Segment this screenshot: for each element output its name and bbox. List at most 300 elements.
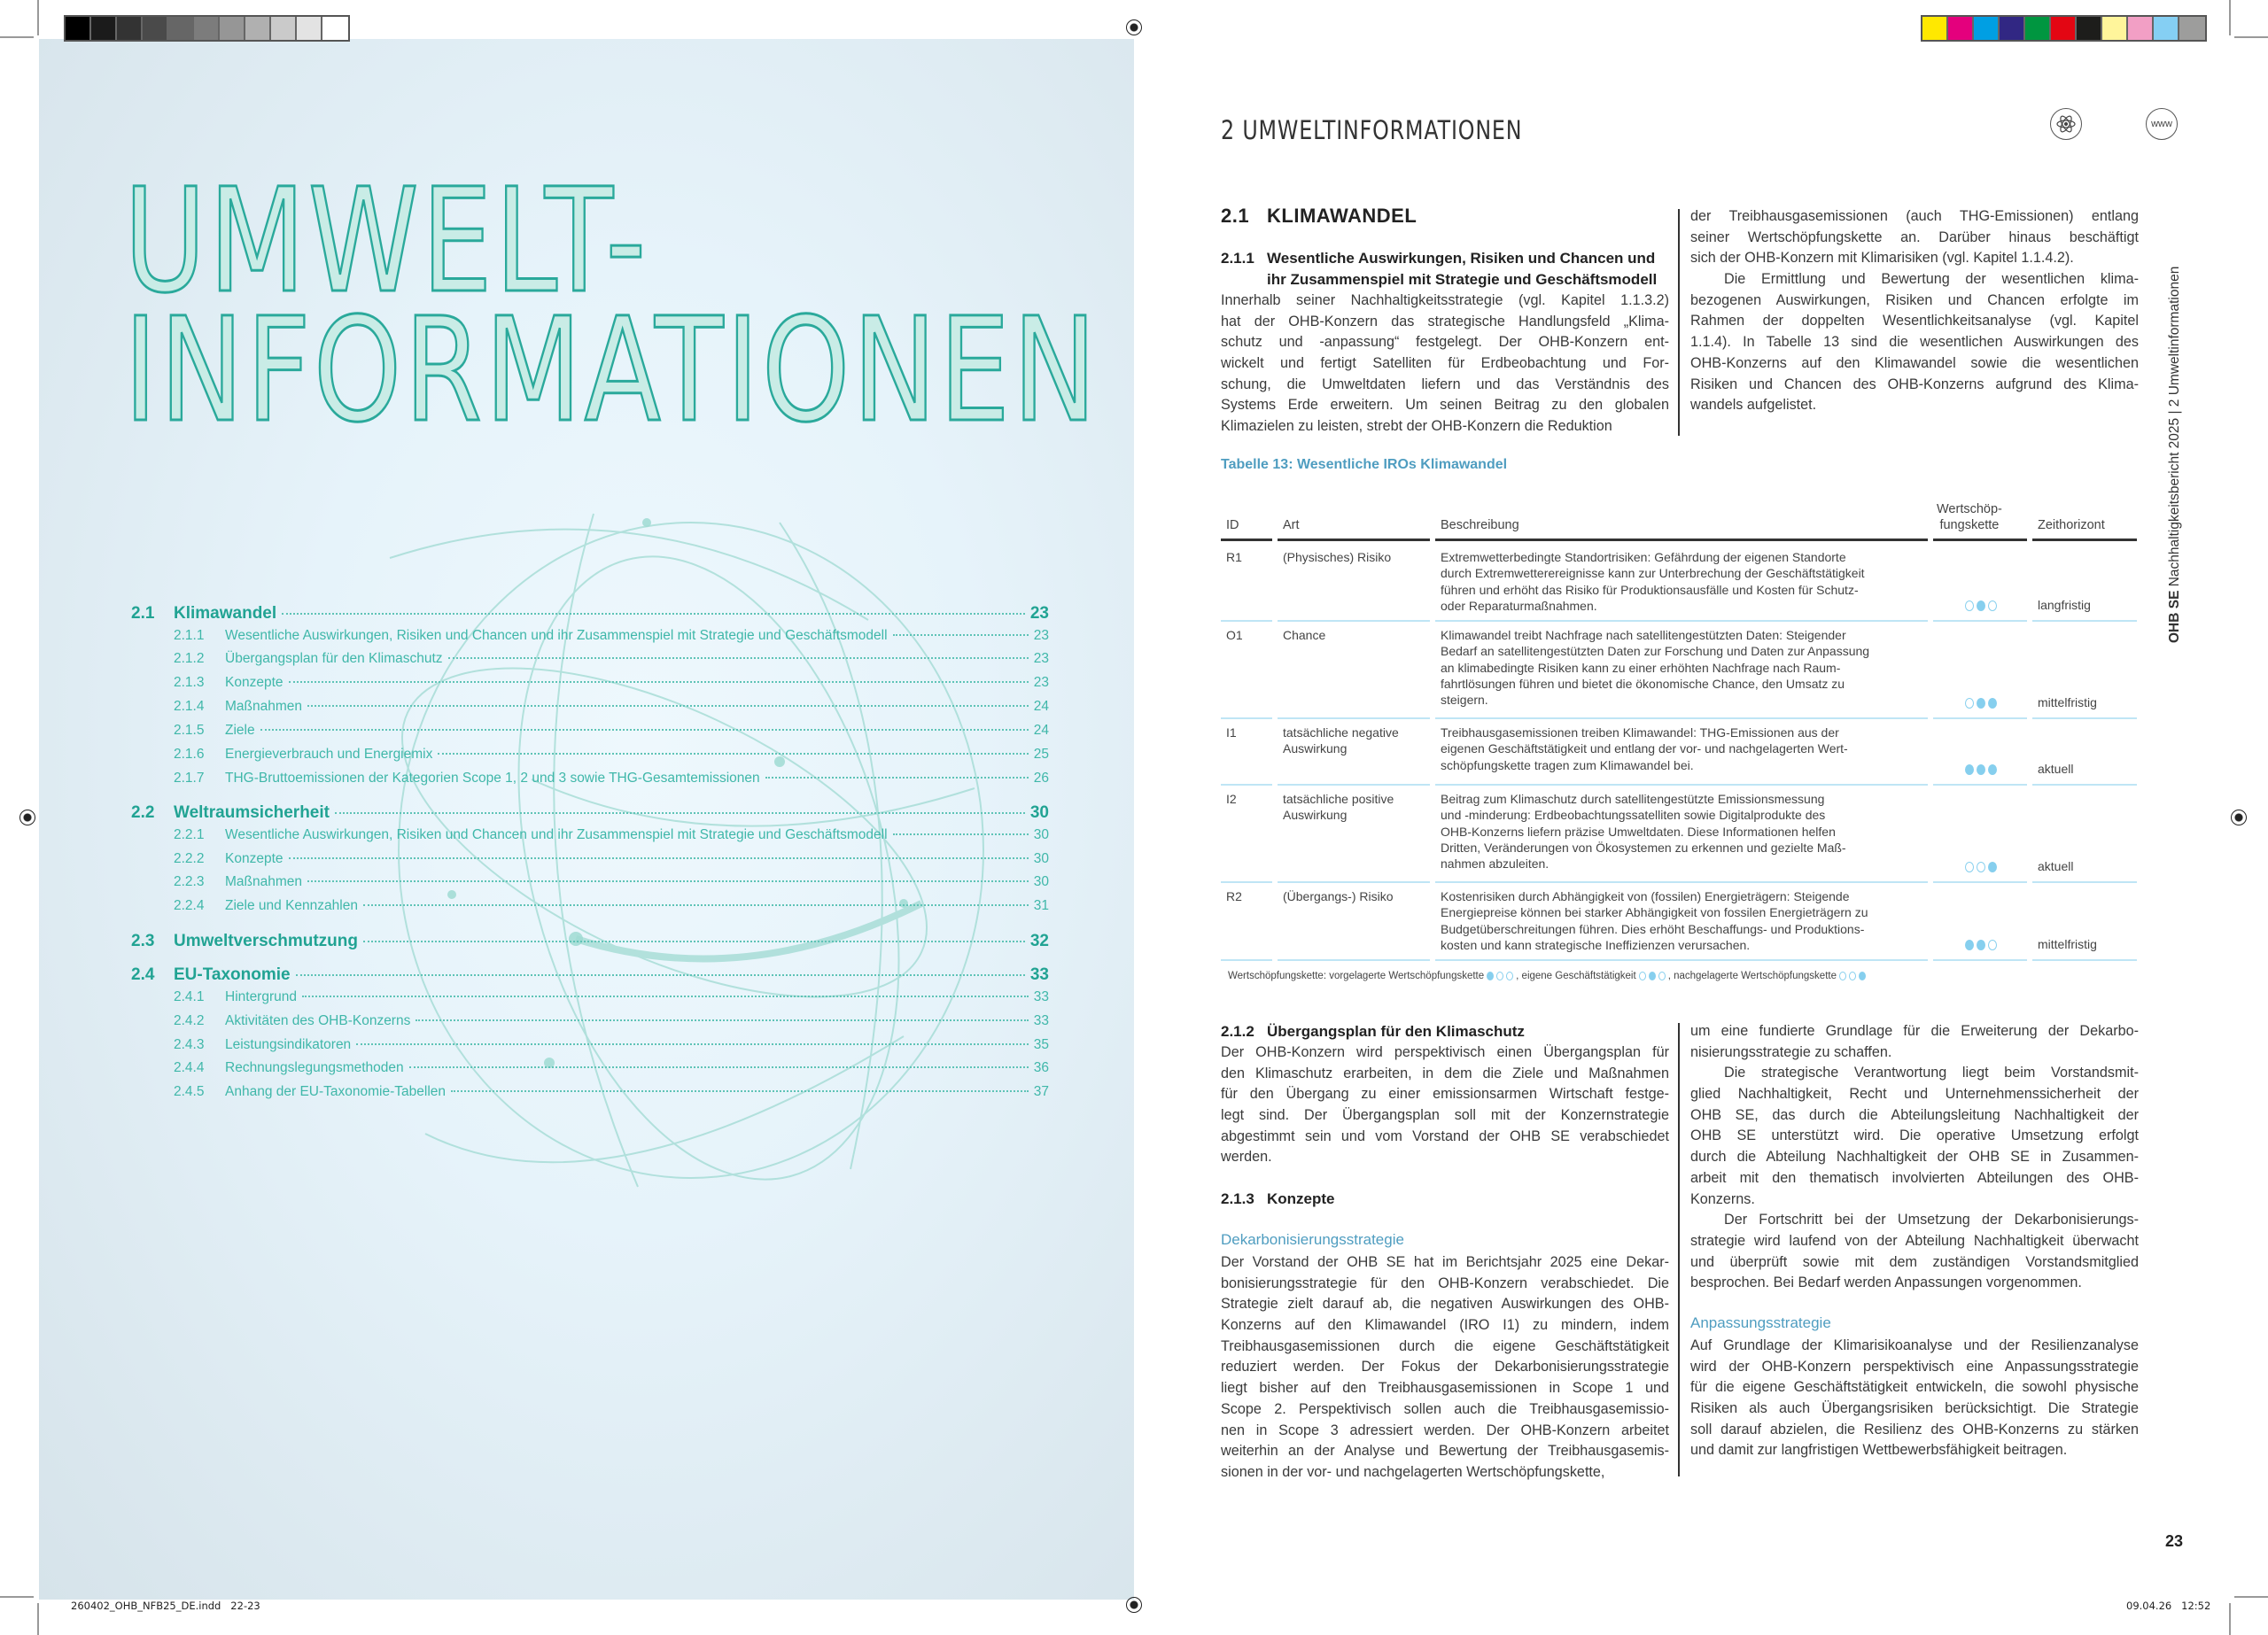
toc-number: 2.1.6 xyxy=(174,747,205,762)
toc-title: Umweltverschmutzung xyxy=(174,932,358,950)
row-description-line: OHB-Konzerns liefern präzise Umweltdaten. Diese Informationen helfen xyxy=(1441,824,1836,839)
filled-dot-icon xyxy=(1988,764,1997,775)
text-line: um eine fundierte Grundlage für die Erweiterung der Dekarbo- xyxy=(1690,1023,2139,1039)
row-rule xyxy=(1278,784,1430,786)
toc-page-number: 23 xyxy=(1029,604,1049,623)
row-type-line: Chance xyxy=(1283,628,1326,642)
header-rule xyxy=(1278,539,1430,541)
toc-page-number: 35 xyxy=(1033,1037,1049,1052)
filled-dot-icon xyxy=(1977,601,1985,611)
filled-dot-icon xyxy=(1487,972,1494,980)
section-title: KLIMAWANDEL xyxy=(1267,205,1418,227)
decarbonisation-heading: Dekarbonisierungsstrategie xyxy=(1221,1231,1404,1248)
color-swatch xyxy=(245,17,271,40)
adaptation-heading: Anpassungsstrategie xyxy=(1690,1314,1831,1331)
text-line: und überprüft sowie mit dem zuständigen Vorstandsmitglied xyxy=(1690,1253,2139,1270)
text-line: Treibhausgasemissionen durch die eigene Geschäftstätigkeit xyxy=(1221,1337,1669,1354)
text-line: Konzerns. xyxy=(1690,1190,1755,1207)
section-number: 2.1 xyxy=(1221,205,1250,227)
text-line: Die Ermittlung und Bewertung der wesentlichen klima- xyxy=(1724,271,2139,288)
text-line: nen in Scope 3 adressiert werden. Der OHB-Konzern arbeitet xyxy=(1221,1422,1669,1438)
header-id: ID xyxy=(1226,518,1239,532)
registration-mark-icon xyxy=(1126,19,1142,35)
toc-dot-leader xyxy=(260,729,1029,731)
text-line: glied Nachhaltigkeit, Recht und Unternehmenssicherheit der xyxy=(1690,1086,2139,1103)
value-chain-indicator xyxy=(1965,862,1997,872)
empty-dot-icon xyxy=(1839,972,1846,980)
row-description xyxy=(1441,725,1848,773)
toc-title: Leistungsindikatoren xyxy=(225,1037,352,1052)
row-rule xyxy=(1221,959,1272,961)
file-slug: 260402_OHB_NFB25_DE.indd 22-23 xyxy=(71,1600,260,1612)
toc-page-number: 33 xyxy=(1029,965,1049,984)
text-line: Risiken und Chancen des OHB-Konzerns aufgrund des Klima- xyxy=(1690,376,2139,392)
toc-dot-leader xyxy=(451,1090,1029,1092)
iro-table xyxy=(1221,496,2137,965)
color-swatch xyxy=(1948,17,1974,40)
subsection-heading-2-1-3 xyxy=(1221,1189,1335,1210)
text-line: Auf Grundlage der Klimarisikoanalyse und der Resilienzanalyse xyxy=(1690,1337,2139,1353)
text-line: Der OHB-Konzern wird perspektivisch einen Übergangsplan für xyxy=(1221,1044,1669,1060)
row-rule xyxy=(1221,881,1272,883)
toc-dot-leader xyxy=(438,753,1028,755)
crop-mark xyxy=(2229,0,2231,35)
toc-item-2-1-5[interactable] xyxy=(131,723,1049,739)
toc-number: 2.4.1 xyxy=(174,989,205,1004)
text-line: der Treibhausgasemissionen (auch THG-Emissionen) entlang xyxy=(1690,208,2139,224)
row-rule xyxy=(1221,620,1272,622)
registration-mark-icon xyxy=(2231,810,2247,825)
row-rule xyxy=(1278,717,1430,719)
toc-number: 2.3 xyxy=(131,932,155,950)
empty-dot-icon xyxy=(1965,862,1974,872)
text-line: sionen in der vor- und nachgelagerten Wertschöpfungskette, xyxy=(1221,1463,1605,1480)
toc-number: 2.1.4 xyxy=(174,699,205,714)
toc-page-number: 32 xyxy=(1029,932,1049,950)
toc-item-2-4[interactable] xyxy=(131,965,1049,985)
filled-dot-icon xyxy=(1965,764,1974,775)
text-line: für die eigene Geschäftstätigkeit entwickeln, die sowohl physische xyxy=(1690,1379,2139,1396)
row-description xyxy=(1441,888,1868,953)
toc-page-number: 23 xyxy=(1033,675,1049,690)
row-description xyxy=(1441,549,1865,614)
row-description-line: eigenen Geschäftstätigkeit und entlang der vor- und nachgelagerten Wert- xyxy=(1441,741,1848,756)
row-description-line: Bedarf an satellitengestützten Daten zur Forschung und Daten zur Anpassung xyxy=(1441,644,1870,659)
row-type xyxy=(1283,549,1391,565)
row-rule xyxy=(1221,784,1272,786)
color-swatch xyxy=(1922,17,1948,40)
toc-title: Energieverbrauch und Energiemix xyxy=(225,747,433,762)
row-rule xyxy=(1933,959,2027,961)
text-line: soll darauf abzielen, die Resilienz des OHB-Konzerns zu stärken xyxy=(1690,1421,2139,1437)
color-swatch xyxy=(1974,17,2000,40)
row-type-line: Auswirkung xyxy=(1283,808,1348,823)
footnote-text: Wertschöpfungskette: vorgelagerte Wertschöpfungskette xyxy=(1228,971,1485,981)
value-chain-indicator xyxy=(1965,601,1997,611)
grey-color-bar xyxy=(64,15,350,42)
toc-item-2-1-7[interactable] xyxy=(131,771,1049,787)
row-rule xyxy=(1278,620,1430,622)
text-line: Der Vorstand der OHB SE hat im Berichtsjahr 2025 eine Dekar- xyxy=(1221,1254,1669,1270)
toc-item-2-2-1[interactable] xyxy=(131,827,1049,843)
table-caption: Tabelle 13: Wesentliche IROs Klimawandel xyxy=(1221,457,1508,472)
text-line: Der Fortschritt bei der Umsetzung der Dekarbonisierungs- xyxy=(1724,1212,2139,1228)
decarbonisation-text-cont xyxy=(1690,1021,2139,1294)
text-line: durch die Abteilung Nachhaltigkeit der OHB SE in Zusammen- xyxy=(1690,1149,2139,1166)
row-type-line: tatsächliche negative xyxy=(1283,725,1399,740)
row-description-line: oder Reparaturmaßnahmen. xyxy=(1441,598,1597,613)
text-line: Systems Erde erweitern. Um seinen Beitrag zu den globalen xyxy=(1221,397,1669,414)
filled-dot-icon xyxy=(1965,940,1974,950)
crop-mark xyxy=(2229,1603,2231,1635)
toc-page-number: 31 xyxy=(1033,898,1049,913)
row-rule xyxy=(1278,959,1430,961)
toc-dot-leader xyxy=(893,634,1029,636)
row-description-line: fahrtlösungen führen und bietet die ökonomische Chance, den Umsatz zu xyxy=(1441,676,1845,691)
row-description-line: schöpfungskette tragen zum Klimawandel bei. xyxy=(1441,757,1694,772)
toc-number: 2.1.5 xyxy=(174,723,205,738)
color-swatch xyxy=(271,17,297,40)
toc-number: 2.2.4 xyxy=(174,898,205,913)
text-line: legt sind. Der Übergangsplan soll mit der Konzernstrategie xyxy=(1221,1107,1669,1124)
toc-page-number: 24 xyxy=(1033,723,1049,738)
color-swatch xyxy=(2128,17,2154,40)
row-rule xyxy=(1435,620,1928,622)
toc-title: Konzepte xyxy=(225,851,284,866)
toc-item-2-4-2[interactable] xyxy=(131,1013,1049,1029)
toc-dot-leader xyxy=(302,996,1029,997)
header-rule xyxy=(2032,539,2137,541)
row-rule xyxy=(2032,784,2137,786)
header-art: Art xyxy=(1283,518,1300,532)
text-line: besprochen. Bei Bedarf werden Anpassungen vorgenommen. xyxy=(1690,1275,2082,1291)
subsection-number: 2.1.2 xyxy=(1221,1023,1254,1040)
cmyk-color-bar xyxy=(1921,15,2207,42)
text-line: strategie wird laufend von der Abteilung Nachhaltigkeit überwacht xyxy=(1690,1232,2139,1249)
toc-page-number: 37 xyxy=(1033,1084,1049,1099)
color-swatch xyxy=(220,17,245,40)
row-id: I1 xyxy=(1226,725,1237,740)
subsection-heading-2-1-2 xyxy=(1221,1021,1525,1042)
toc-dot-leader xyxy=(282,613,1025,615)
color-swatch xyxy=(322,17,348,40)
color-swatch xyxy=(194,17,220,40)
text-line: OHB-Konzerns auf den Klimawandel sowie die wesentlichen xyxy=(1690,354,2139,371)
row-description-line: Budgetüberschreitungen führen. Dies erhöht Beschaffungs- und Produktions- xyxy=(1441,921,1865,936)
subsection-number: 2.1.3 xyxy=(1221,1190,1254,1207)
chapter-cover-title xyxy=(124,159,1099,454)
text-line: Rahmen der doppelten Wesentlichkeitsanalyse (vgl. Kapitel xyxy=(1690,313,2139,329)
toc-dot-leader xyxy=(448,657,1029,659)
toc-page-number: 26 xyxy=(1033,771,1049,786)
row-description-line: führen und erhöht das Risiko für Produktionsausfälle und Kosten für Schutz- xyxy=(1441,582,1859,597)
color-swatch xyxy=(117,17,143,40)
row-time-horizon: mittelfristig xyxy=(2038,937,2097,951)
row-time-horizon: aktuell xyxy=(2038,859,2074,873)
print-timestamp: 09.04.26 12:52 xyxy=(2126,1600,2211,1612)
toc-title: Übergangsplan für den Klimaschutz xyxy=(225,651,443,666)
row-description-line: steigern. xyxy=(1441,693,1488,708)
subsection-title: Konzepte xyxy=(1267,1190,1335,1207)
crop-mark xyxy=(37,0,39,35)
toc-number: 2.4 xyxy=(131,965,155,984)
www-label: www xyxy=(2151,119,2172,129)
color-swatch xyxy=(2154,17,2179,40)
row-description-line: Dritten, Veränderungen von Ökosystemen zu erkennen und gezielte Maß- xyxy=(1441,840,1846,855)
row-id: R2 xyxy=(1226,889,1242,903)
row-time-horizon: mittelfristig xyxy=(2038,695,2097,709)
row-type-line: tatsächliche positive xyxy=(1283,792,1394,806)
row-rule xyxy=(1933,784,2027,786)
toc-dot-leader xyxy=(335,812,1025,814)
toc-dot-leader xyxy=(307,705,1029,707)
www-icon[interactable] xyxy=(2146,108,2178,140)
toc-item-2-4-5[interactable] xyxy=(131,1084,1049,1100)
row-description-line: an klimabedingte Risiken kann zu einer erhöhten Nachfrage nach Raum- xyxy=(1441,660,1841,675)
toc-item-2-2-4[interactable] xyxy=(131,898,1049,914)
toc-title: Rechnungslegungsmethoden xyxy=(225,1060,404,1075)
toc-dot-leader xyxy=(893,833,1029,835)
row-type xyxy=(1283,627,1325,643)
toc-dot-leader xyxy=(307,880,1029,882)
toc-page-number: 25 xyxy=(1033,747,1049,762)
row-description-line: Klimawandel treibt Nachfrage nach satellitengestützten Daten: Steigender xyxy=(1441,628,1846,642)
crop-mark xyxy=(0,36,34,38)
chapter-title: 2 UMWELTINFORMATIONEN xyxy=(1221,115,1523,145)
toc-page-number: 30 xyxy=(1033,827,1049,842)
empty-dot-icon xyxy=(1496,972,1503,980)
color-swatch xyxy=(91,17,117,40)
row-description-line: Kostenrisiken durch Abhängigkeit von (fossilen) Energieträgern: Steigende xyxy=(1441,889,1850,903)
crop-mark xyxy=(37,1603,39,1635)
row-description xyxy=(1441,791,1846,872)
toc-dot-leader xyxy=(289,681,1029,683)
toc-number: 2.4.3 xyxy=(174,1037,205,1052)
text-line: OHB SE unterstützt wird. Die operative Umsetzung erfolgt xyxy=(1690,1127,2139,1144)
toc-item-2-3[interactable] xyxy=(131,932,1049,951)
toc-dot-leader xyxy=(356,1043,1029,1045)
text-line: 1.1.4). In Tabelle 13 sind die wesentlichen Auswirkungen des xyxy=(1690,334,2139,351)
adaptation-text xyxy=(1690,1336,2139,1461)
color-swatch xyxy=(2179,17,2205,40)
color-swatch xyxy=(143,17,168,40)
text-line: weiterhin an der Analyse und Bewertung der Treibhausgasemis- xyxy=(1221,1443,1669,1460)
toc-page-number: 30 xyxy=(1029,803,1049,822)
registration-mark-icon xyxy=(1126,1597,1142,1613)
text-line: Konzerns auf den Klimawandel (IRO I1) zu mindern, indem xyxy=(1221,1317,1669,1334)
empty-dot-icon xyxy=(1506,972,1513,980)
toc-dot-leader xyxy=(289,857,1029,859)
row-type-line: (Physisches) Risiko xyxy=(1283,550,1392,564)
toc-item-2-1-1[interactable] xyxy=(131,628,1049,644)
text-line: Die strategische Verantwortung liegt beim Vorstandsmit- xyxy=(1724,1065,2139,1081)
row-time-horizon: aktuell xyxy=(2038,762,2074,776)
subsection-heading-2-1-1 xyxy=(1221,248,1673,290)
empty-dot-icon xyxy=(1639,972,1646,980)
row-description-line: Treibhausgasemissionen treiben Klimawandel: THG-Emissionen aus der xyxy=(1441,725,1839,740)
toc-item-2-1-6[interactable] xyxy=(131,747,1049,763)
toc-number: 2.2 xyxy=(131,803,155,822)
brand-name: OHB SE xyxy=(2167,590,2182,643)
toc-page-number: 30 xyxy=(1033,874,1049,889)
toc-dot-leader xyxy=(765,777,1029,779)
toc-title: Hintergrund xyxy=(225,989,297,1004)
toc-number: 2.1.1 xyxy=(174,628,205,643)
text-line: wandels aufgelistet. xyxy=(1690,397,1817,414)
value-chain-indicator xyxy=(1965,940,1997,950)
row-rule xyxy=(1435,784,1928,786)
subsection-number: 2.1.1 xyxy=(1221,250,1254,267)
toc-number: 2.2.2 xyxy=(174,851,205,866)
row-description-line: Energiepreise können bei starker Abhängigkeit von fossilen Energieträgern zu xyxy=(1441,905,1868,920)
toc-title: Anhang der EU-Taxonomie-Tabellen xyxy=(225,1084,447,1099)
empty-dot-icon xyxy=(1977,862,1985,872)
text-line: bezogenen Auswirkungen, Risiken und Chancen erfolgte im xyxy=(1690,291,2139,308)
row-rule xyxy=(1933,717,2027,719)
toc-number: 2.2.3 xyxy=(174,874,205,889)
text-line: OHB SE, das durch die Abteilungsleitung Nachhaltigkeit der xyxy=(1690,1106,2139,1123)
text-line: sich der OHB-Konzern mit Klimarisiken (vgl. Kapitel 1.1.4.2). xyxy=(1690,250,2074,267)
cover-title-line-1: UMWELT- xyxy=(124,159,649,325)
toc-page-number: 30 xyxy=(1033,851,1049,866)
toc-title: Ziele und Kennzahlen xyxy=(225,898,358,913)
color-swatch xyxy=(2000,17,2025,40)
empty-dot-icon xyxy=(1849,972,1856,980)
running-header-text: Nachhaltigkeitsbericht 2025 | 2 Umweltinformationen xyxy=(2167,266,2182,591)
crop-mark xyxy=(0,1596,34,1598)
toc-item-2-1-2[interactable] xyxy=(131,651,1049,667)
text-line: und damit zur langfristigen Wettbewerbsfähigkeit beitragen. xyxy=(1690,1442,2068,1459)
toc-number: 2.1 xyxy=(131,604,155,623)
row-type-line: Auswirkung xyxy=(1283,741,1348,756)
text-line: Innerhalb seiner Nachhaltigkeitsstrategie (vgl. Kapitel 1.1.3.2) xyxy=(1221,292,1669,308)
crop-mark xyxy=(2234,36,2268,38)
row-description-line: nahmen abzuleiten. xyxy=(1441,856,1550,872)
text-line: nisierungsstrategie zu schaffen. xyxy=(1690,1043,1892,1060)
filled-dot-icon xyxy=(1988,698,1997,709)
footnote-text: , eigene Geschäftstätigkeit xyxy=(1516,971,1636,981)
toc-number: 2.1.7 xyxy=(174,771,205,786)
text-line: Scope 2. Perspektivisch sollen auch die Treibhausgasemissio- xyxy=(1221,1400,1669,1417)
subsection-title: Übergangsplan für den Klimaschutz xyxy=(1267,1023,1525,1040)
toc-title: Weltraumsicherheit xyxy=(174,803,330,822)
toc-page-number: 33 xyxy=(1033,989,1049,1004)
toc-item-2-4-1[interactable] xyxy=(131,989,1049,1005)
row-rule xyxy=(1435,959,1928,961)
atom-icon[interactable] xyxy=(2050,108,2082,140)
filled-dot-icon xyxy=(1977,698,1985,709)
empty-dot-icon xyxy=(1965,601,1974,611)
row-rule xyxy=(1933,620,2027,622)
color-swatch xyxy=(168,17,194,40)
row-id: I2 xyxy=(1226,792,1237,806)
row-rule xyxy=(1278,881,1430,883)
column-divider xyxy=(1678,209,1680,436)
text-line: Risiken als auch Übergangsrisiken berücksichtigt. Die Strategie xyxy=(1690,1400,2139,1417)
row-time-horizon: langfristig xyxy=(2038,598,2091,612)
header-value-chain-line1: Wertschöp- xyxy=(1937,502,2002,516)
toc-title: Maßnahmen xyxy=(225,874,303,889)
text-line: bonisierungsstrategie für den OHB-Konzern verabschiedet. Die xyxy=(1221,1275,1669,1291)
toc-page-number: 36 xyxy=(1033,1060,1049,1075)
row-rule xyxy=(1435,717,1928,719)
row-id: O1 xyxy=(1226,628,1243,642)
toc-dot-leader xyxy=(416,1019,1028,1021)
color-swatch xyxy=(2102,17,2128,40)
row-type xyxy=(1283,725,1399,757)
row-rule xyxy=(1221,717,1272,719)
row-rule xyxy=(1435,881,1928,883)
filled-dot-icon xyxy=(1988,862,1997,872)
header-rule xyxy=(1221,539,1272,541)
text-line: reduziert werden. Der Fokus der Dekarbonisierungsstrategie xyxy=(1221,1359,1669,1375)
toc-item-2-2-3[interactable] xyxy=(131,874,1049,890)
toc-title: Maßnahmen xyxy=(225,699,303,714)
intro-text-col1 xyxy=(1221,291,1669,438)
row-description-line: durch Extremwetterereignisse kann zur Unterbrechung der Geschäftstätigkeit xyxy=(1441,566,1865,581)
decarbonisation-text xyxy=(1221,1252,1669,1484)
color-swatch xyxy=(66,17,91,40)
text-line: liegt bisher auf den Treibhausgasemissionen in Scope 1 und xyxy=(1221,1380,1669,1397)
text-line: arbeit mit den thematisch involvierten Abteilungen des OHB- xyxy=(1690,1169,2139,1186)
toc-item-2-1[interactable] xyxy=(131,604,1049,624)
row-description-line: Beitrag zum Klimaschutz durch satellitengestützte Emissionsmessung xyxy=(1441,792,1825,806)
filled-dot-icon xyxy=(1977,940,1985,950)
text-line: schung, die Umweltdaten liefern und das Verständnis des xyxy=(1221,376,1669,392)
text-line: den Klimaschutz erarbeiten, in dem die Ziele und Maßnahmen xyxy=(1221,1065,1669,1081)
toc-item-2-2-2[interactable] xyxy=(131,851,1049,867)
text-line: Strategie zielt darauf ab, die negativen Auswirkungen des OHB- xyxy=(1221,1296,1669,1313)
cover-title-line-2: INFORMATIONEN xyxy=(124,288,1099,454)
empty-dot-icon xyxy=(1988,601,1997,611)
toc-item-2-2[interactable] xyxy=(131,803,1049,823)
filled-dot-icon xyxy=(1649,972,1656,980)
column-divider xyxy=(1678,1023,1680,1476)
toc-title: Ziele xyxy=(225,723,255,738)
subsection-title-cont: ihr Zusammenspiel mit Strategie und Geschäftsmodell xyxy=(1267,270,1658,288)
row-rule xyxy=(2032,881,2137,883)
row-rule xyxy=(2032,620,2137,622)
filled-dot-icon xyxy=(1859,972,1866,980)
row-rule xyxy=(2032,959,2137,961)
transition-plan-text xyxy=(1221,1042,1669,1168)
toc-item-2-1-4[interactable] xyxy=(131,699,1049,715)
text-line: werden. xyxy=(1221,1149,1272,1166)
text-line: für den Übergang zu einer emissionsarmen Wirtschaft festge- xyxy=(1221,1086,1669,1103)
filled-dot-icon xyxy=(1977,764,1985,775)
header-description: Beschreibung xyxy=(1441,518,1519,532)
toc-title: Wesentliche Auswirkungen, Risiken und Chancen und ihr Zusammenspiel mit Strategie und Geschäftsmodell xyxy=(225,827,888,842)
footnote-text: , nachgelagerte Wertschöpfungskette xyxy=(1667,971,1837,981)
row-description-line: und -minderung: Erdbeobachtungssatelliten sowie Digitalprodukte des xyxy=(1441,808,1826,823)
row-rule xyxy=(1933,881,2027,883)
header-rule xyxy=(1933,539,2027,541)
toc-item-2-1-3[interactable] xyxy=(131,675,1049,691)
toc-item-2-4-4[interactable] xyxy=(131,1060,1049,1076)
empty-dot-icon xyxy=(1965,698,1974,709)
text-line: wickelt und fertigt Satelliten für Erdbeobachtung und For- xyxy=(1221,355,1669,372)
toc-item-2-4-3[interactable] xyxy=(131,1037,1049,1053)
row-type-line: (Übergangs-) Risiko xyxy=(1283,889,1394,903)
toc-title: Wesentliche Auswirkungen, Risiken und Chancen und ihr Zusammenspiel mit Strategie und Geschäftsmodell xyxy=(225,628,888,643)
text-line: seiner Wertschöpfungskette an. Darüber hinaus beschäftigt xyxy=(1690,229,2139,245)
toc-dot-leader xyxy=(363,941,1025,942)
empty-dot-icon xyxy=(1658,972,1666,980)
toc-page-number: 23 xyxy=(1033,628,1049,643)
row-description xyxy=(1441,627,1869,708)
color-swatch xyxy=(297,17,322,40)
toc-number: 2.1.3 xyxy=(174,675,205,690)
